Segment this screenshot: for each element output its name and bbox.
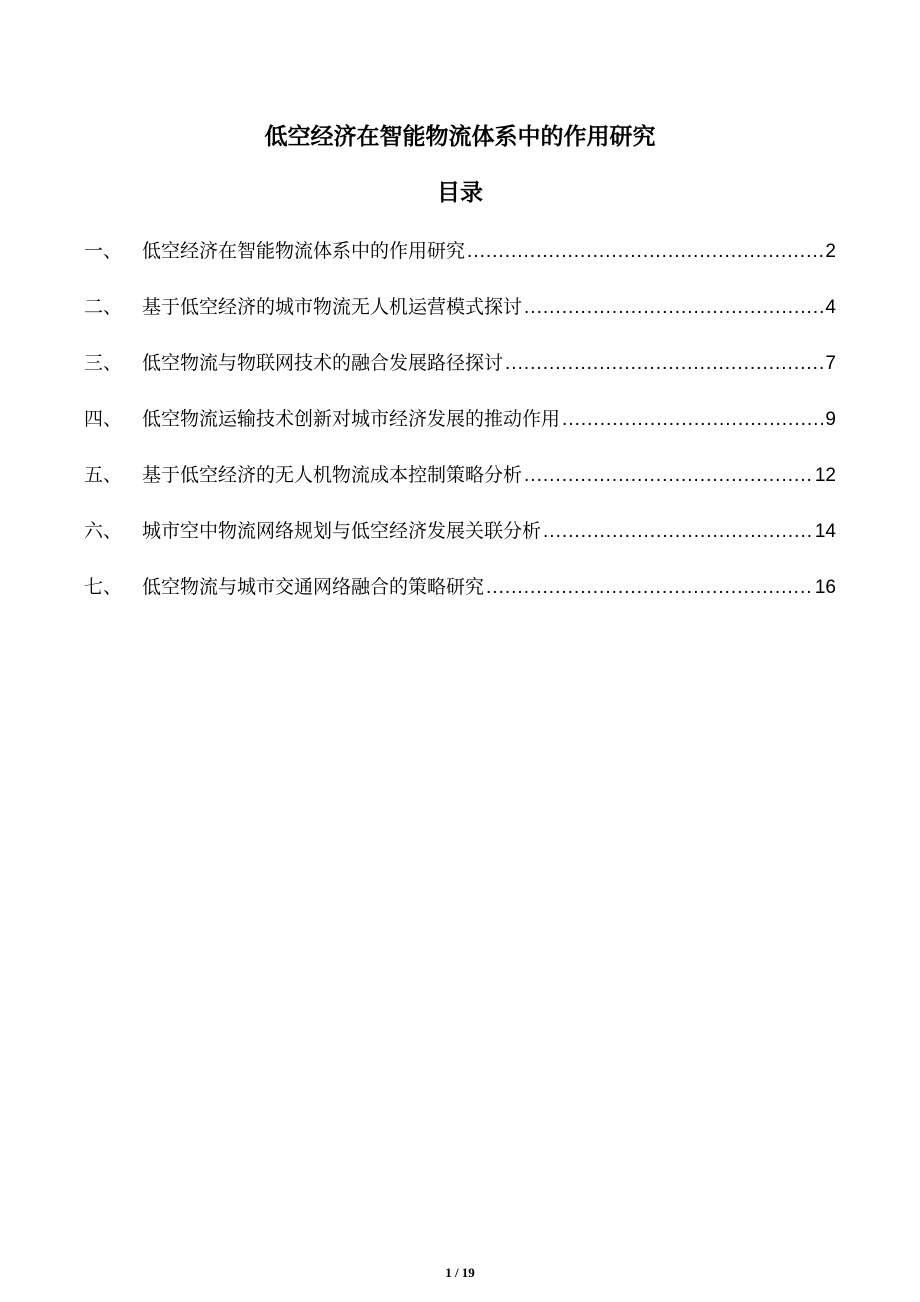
toc-entry-number: 二、 (84, 296, 123, 318)
toc-entry-title: 基于低空经济的无人机物流成本控制策略分析 (142, 464, 523, 486)
toc-leader-dots (467, 235, 823, 269)
toc-entry-3[interactable] (84, 346, 836, 402)
toc-leader-dots (562, 403, 823, 437)
toc-leader-dots (543, 515, 813, 549)
table-of-contents (84, 234, 836, 626)
toc-entry-number: 五、 (84, 464, 123, 486)
page-number-footer: 1 / 19 (445, 1265, 475, 1280)
toc-entry-title: 低空物流与城市交通网络融合的策略研究 (142, 576, 485, 598)
toc-entry-page: 9 (825, 409, 836, 430)
toc-entry-7[interactable] (84, 570, 836, 626)
toc-entry-title: 城市空中物流网络规划与低空经济发展关联分析 (142, 520, 542, 542)
toc-entry-page: 4 (825, 297, 836, 318)
toc-entry-5[interactable] (84, 458, 836, 514)
toc-entry-page: 12 (814, 465, 836, 486)
toc-entry-title: 基于低空经济的城市物流无人机运营模式探讨 (142, 296, 523, 318)
document-title: 低空经济在智能物流体系中的作用研究 (264, 124, 656, 150)
toc-entry-page: 7 (825, 353, 836, 374)
toc-leader-dots (486, 571, 813, 605)
toc-leader-dots (524, 291, 823, 325)
toc-entry-1[interactable] (84, 234, 836, 290)
toc-entry-number: 四、 (84, 408, 123, 430)
toc-entry-page: 16 (814, 577, 836, 598)
toc-entry-page: 2 (825, 241, 836, 262)
toc-entry-title: 低空物流与物联网技术的融合发展路径探讨 (142, 352, 504, 374)
toc-entry-4[interactable] (84, 402, 836, 458)
toc-leader-dots (505, 347, 823, 381)
toc-entry-page: 14 (814, 521, 836, 542)
toc-entry-title: 低空物流运输技术创新对城市经济发展的推动作用 (142, 408, 561, 430)
toc-entry-6[interactable] (84, 514, 836, 570)
toc-entry-title: 低空经济在智能物流体系中的作用研究 (142, 240, 466, 262)
toc-entry-2[interactable] (84, 290, 836, 346)
toc-leader-dots (524, 459, 813, 493)
toc-entry-number: 七、 (84, 576, 123, 598)
toc-entry-number: 一、 (84, 240, 123, 262)
toc-entry-number: 三、 (84, 352, 123, 374)
toc-entry-number: 六、 (84, 520, 123, 542)
toc-heading: 目录 (437, 180, 483, 206)
